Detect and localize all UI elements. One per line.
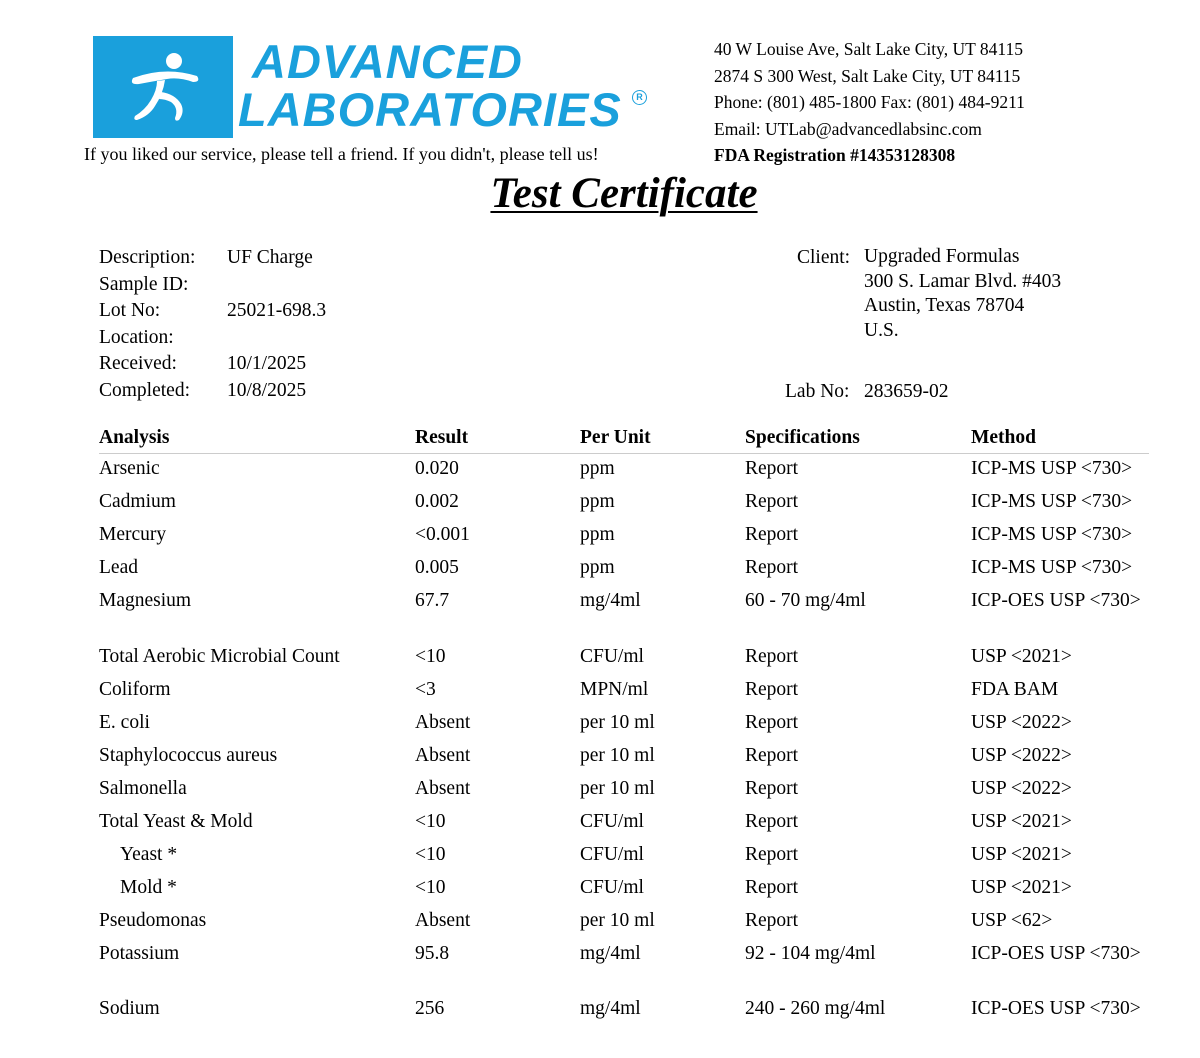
spec-cell: Report: [745, 843, 799, 865]
unit-cell: mg/4ml: [580, 998, 641, 1019]
result-cell: 0.002: [415, 491, 459, 512]
table-row: [99, 741, 1149, 774]
address-line: 2874 S 300 West, Salt Lake City, UT 84115: [714, 65, 1021, 86]
lot-label: Lot No:: [99, 300, 161, 321]
spec-cell: Report: [745, 678, 799, 700]
client-address: [864, 245, 1061, 343]
result-cell: 256: [415, 998, 445, 1019]
sample-id-label: Sample ID:: [99, 273, 189, 295]
table-row: [99, 642, 1149, 675]
analysis-cell: E. coli: [99, 711, 150, 733]
spec-cell: Report: [745, 810, 799, 832]
spec-cell: Report: [745, 645, 799, 667]
unit-cell: mg/4ml: [580, 942, 641, 964]
unit-cell: CFU/ml: [580, 843, 644, 865]
unit-cell: ppm: [580, 557, 615, 578]
registered-mark-icon: R: [632, 90, 647, 105]
result-cell: 95.8: [415, 942, 450, 964]
result-cell: Absent: [415, 744, 471, 766]
column-header: Result: [415, 426, 580, 454]
result-cell: 0.020: [415, 458, 459, 479]
analysis-cell: Potassium: [99, 942, 180, 964]
method-cell: USP <2021>: [971, 876, 1072, 898]
column-header: Per Unit: [580, 426, 745, 454]
location-value: [227, 325, 326, 352]
unit-cell: CFU/ml: [580, 645, 644, 667]
spec-cell: Report: [745, 458, 799, 479]
result-cell: <10: [415, 876, 446, 898]
company-name-line1: ADVANCED: [252, 35, 523, 88]
analysis-cell: Magnesium: [99, 590, 192, 611]
sample-info-values: [227, 245, 326, 404]
unit-cell: CFU/ml: [580, 810, 644, 832]
method-cell: ICP-OES USP <730>: [971, 998, 1141, 1019]
fda-registration: FDA Registration #14353128308: [714, 145, 956, 165]
client-city: Austin, Texas 78704: [864, 295, 1025, 316]
spec-cell: Report: [745, 876, 799, 898]
company-logo: [93, 36, 233, 138]
company-name-line2: LABORATORIES: [238, 83, 622, 136]
table-row: [99, 675, 1149, 708]
client-label: Client:: [797, 247, 851, 268]
spec-cell: 60 - 70 mg/4ml: [745, 590, 866, 611]
email: Email: UTLab@advancedlabsinc.com: [714, 118, 982, 139]
unit-cell: mg/4ml: [580, 590, 641, 611]
analysis-cell: Staphylococcus aureus: [99, 744, 278, 766]
completed-value: 10/8/2025: [227, 379, 307, 401]
spec-cell: Report: [745, 711, 799, 733]
method-cell: USP <2022>: [971, 711, 1072, 733]
table-row: [99, 939, 1149, 995]
method-cell: ICP-MS USP <730>: [971, 458, 1133, 479]
page-title: Test Certificate: [490, 170, 758, 217]
table-row: [99, 708, 1149, 741]
lot-value: 25021-698.3: [227, 300, 327, 321]
spec-cell: Report: [745, 744, 799, 766]
spec-cell: 92 - 104 mg/4ml: [745, 942, 876, 964]
column-header: Specifications: [745, 426, 971, 454]
method-cell: ICP-MS USP <730>: [971, 524, 1133, 545]
client-street: 300 S. Lamar Blvd. #403: [864, 270, 1062, 292]
table-row: [99, 553, 1149, 586]
table-row: [99, 840, 1149, 873]
address-line: 40 W Louise Ave, Salt Lake City, UT 84115: [714, 39, 1023, 59]
description-label: Description:: [99, 247, 196, 268]
column-header: Analysis: [99, 426, 415, 454]
analysis-cell: Pseudomonas: [99, 909, 207, 931]
result-cell: Absent: [415, 909, 471, 931]
result-cell: <3: [415, 678, 436, 700]
results-table: [99, 426, 1149, 1050]
analysis-cell: Lead: [99, 557, 138, 578]
spec-cell: Report: [745, 524, 799, 545]
company-contact: [714, 36, 1025, 169]
table-row: [99, 454, 1149, 488]
result-cell: <10: [415, 843, 446, 865]
method-cell: ICP-MS USP <730>: [971, 491, 1133, 512]
received-value: 10/1/2025: [227, 353, 307, 374]
result-cell: Absent: [415, 777, 471, 799]
method-cell: ICP-OES USP <730>: [971, 942, 1141, 964]
analysis-cell: Total Yeast & Mold: [99, 810, 253, 832]
table-row: [99, 807, 1149, 840]
method-cell: ICP-MS USP <730>: [971, 557, 1133, 578]
runner-figure-icon: [93, 36, 233, 138]
result-cell: <0.001: [415, 524, 470, 545]
unit-cell: ppm: [580, 458, 615, 479]
unit-cell: CFU/ml: [580, 876, 644, 898]
table-row: [99, 487, 1149, 520]
spec-cell: Report: [745, 777, 799, 799]
analysis-cell: Mercury: [99, 524, 167, 545]
analysis-cell: Coliform: [99, 678, 171, 700]
method-cell: FDA BAM: [971, 678, 1059, 700]
column-header: Method: [971, 426, 1149, 454]
table-row: [99, 774, 1149, 807]
result-cell: <10: [415, 645, 446, 667]
lab-no-label: Lab No:: [785, 381, 850, 402]
analysis-cell: Salmonella: [99, 777, 187, 799]
spec-cell: 240 - 260 mg/4ml: [745, 998, 886, 1019]
method-cell: USP <2021>: [971, 810, 1072, 832]
method-cell: USP <2021>: [971, 645, 1072, 667]
client-country: U.S.: [864, 319, 899, 341]
table-row: [99, 586, 1149, 642]
analysis-cell: Mold *: [120, 876, 177, 898]
completed-label: Completed:: [99, 379, 190, 401]
result-cell: 0.005: [415, 557, 459, 578]
lab-no-value: 283659-02: [864, 381, 949, 402]
unit-cell: per 10 ml: [580, 744, 655, 766]
unit-cell: MPN/ml: [580, 678, 649, 700]
unit-cell: per 10 ml: [580, 777, 655, 799]
method-cell: USP <2022>: [971, 777, 1072, 799]
spec-cell: Report: [745, 491, 799, 512]
analysis-cell: Yeast *: [120, 843, 178, 865]
unit-cell: per 10 ml: [580, 711, 655, 733]
table-row: [99, 906, 1149, 939]
table-row: [99, 873, 1149, 906]
method-cell: USP <2022>: [971, 744, 1072, 766]
table-row: [99, 994, 1149, 1050]
description-value: UF Charge: [227, 247, 313, 268]
client-name: Upgraded Formulas: [864, 246, 1020, 267]
table-row: [99, 520, 1149, 553]
analysis-cell: Arsenic: [99, 458, 160, 479]
unit-cell: per 10 ml: [580, 909, 655, 931]
sample-info-labels: [99, 245, 195, 404]
spec-cell: Report: [745, 909, 799, 931]
unit-cell: ppm: [580, 524, 615, 545]
analysis-cell: Total Aerobic Microbial Count: [99, 645, 340, 667]
analysis-cell: Cadmium: [99, 491, 176, 512]
analysis-cell: Sodium: [99, 998, 160, 1019]
phone-fax: Phone: (801) 485-1800 Fax: (801) 484-9211: [714, 92, 1025, 112]
unit-cell: ppm: [580, 491, 615, 512]
method-cell: USP <2021>: [971, 843, 1072, 865]
result-cell: <10: [415, 810, 446, 832]
result-cell: Absent: [415, 711, 471, 733]
spec-cell: Report: [745, 557, 799, 578]
tagline: If you liked our service, please tell a friend. If you didn't, please tell us!: [84, 144, 599, 164]
table-header-row: [99, 426, 1149, 454]
location-label: Location:: [99, 326, 174, 348]
method-cell: USP <62>: [971, 909, 1053, 931]
method-cell: ICP-OES USP <730>: [971, 590, 1141, 611]
result-cell: 67.7: [415, 590, 450, 611]
received-label: Received:: [99, 353, 177, 374]
sample-id-value: [227, 272, 326, 299]
